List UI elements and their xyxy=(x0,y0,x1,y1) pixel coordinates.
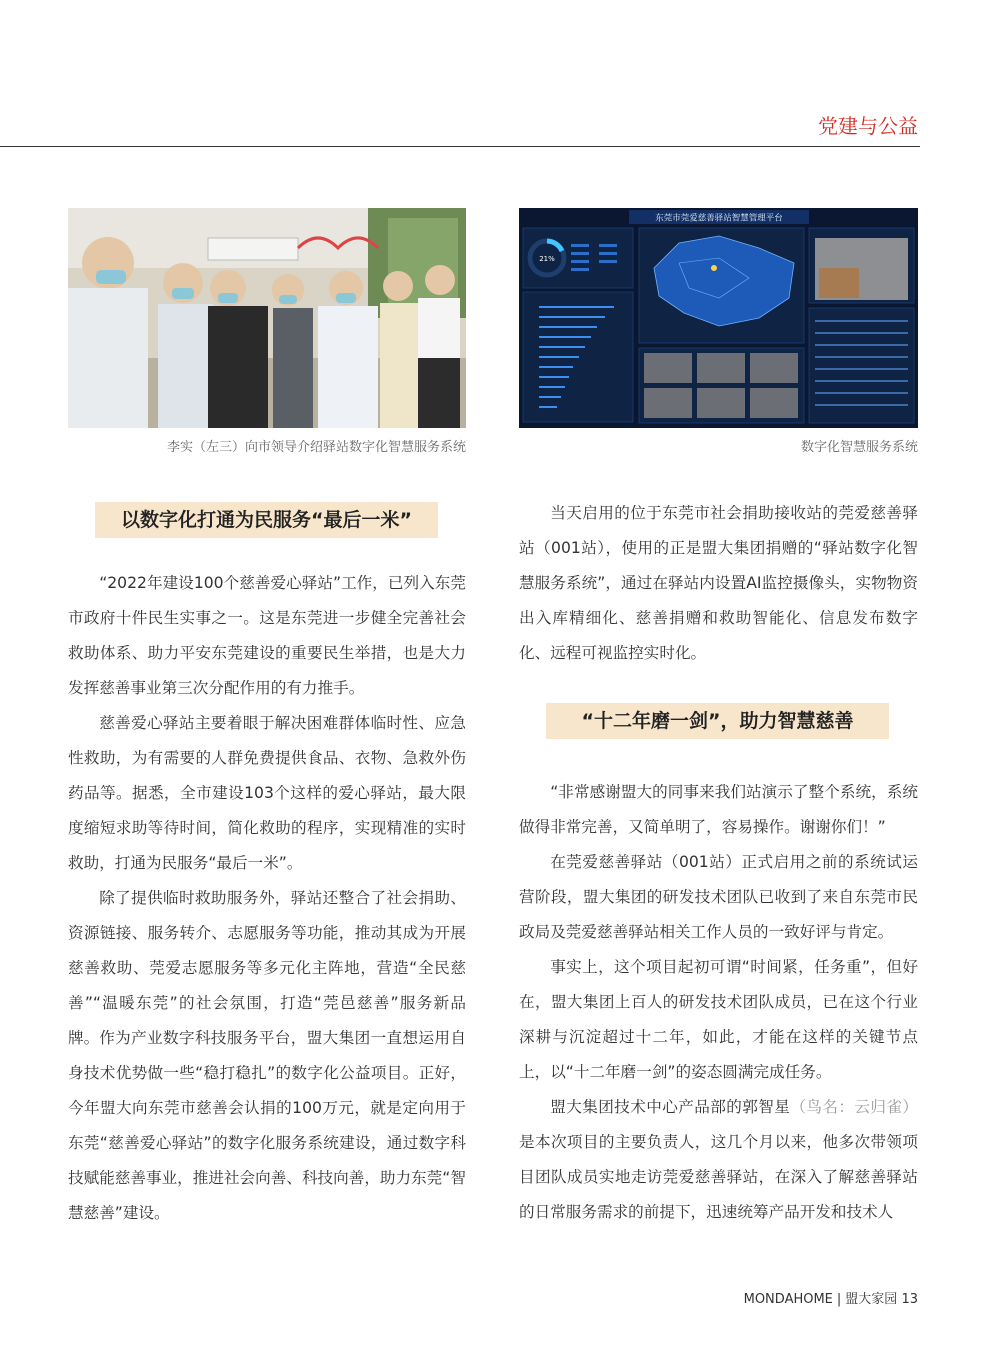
right-paragraph-4 xyxy=(519,1090,918,1230)
right-paragraph-4-start: 盟大集团技术中心产品部的郭智星 xyxy=(550,1098,791,1116)
section-heading-last-meter: 以数字化打通为民服务“最后一米” xyxy=(95,502,438,538)
page-footer xyxy=(600,1290,918,1310)
left-paragraph-4: 作为产业数字科技服务平台，盟大集团一直想运用自身技术优势做一些“稳打稳扎”的数字化公益项目。正好，今年盟大向东莞市慈善会认捐的100万元，就是定向用于东莞“慈善爱心驿站”的数字化服务系统建设，通过数字科技赋能慈善事业，推进社会向善、科技向善，助力东莞“智慧慈善”建设。 xyxy=(68,1029,466,1222)
visit-photo-illustration xyxy=(68,208,466,428)
right-paragraph-3: 事实上，这个项目起初可谓“时间紧，任务重”，但好在，盟大集团上百人的研发技术团队成员，已在这个行业深耕与沉淀超过十二年，如此，才能在这样的关键节点上，以“十二年磨一剑”的姿态圆满完成任务。 xyxy=(519,958,918,1081)
photo-caption-right: 数字化智慧服务系统 xyxy=(800,440,918,455)
footer-magazine: 盟大家园 xyxy=(845,1292,898,1307)
dashboard-title: 东莞市莞爱慈善驿站智慧管理平台 xyxy=(655,213,783,224)
left-paragraph-3: 除了提供临时救助服务外，驿站还整合了社会捐助、资源链接、服务转介、志愿服务等功能，推动其成为开展慈善救助、莞爱志愿服务等多元化主阵地，营造“全民慈善”“温暖东莞”的社会氛围，打造“莞邑慈善”服务新品牌。 xyxy=(68,889,466,1047)
right-paragraph-1: “非常感谢盟大的同事来我们站演示了整个系统，系统做得非常完善，又简单明了，容易操作。谢谢你们！” xyxy=(519,783,918,836)
dashboard-screenshot-illustration xyxy=(519,208,918,428)
page-number: 13 xyxy=(901,1292,918,1307)
photo-dashboard xyxy=(519,208,918,428)
header-divider xyxy=(0,146,920,147)
right-paragraph-2: 在莞爱慈善驿站（001站）正式启用之前的系统试运营阶段，盟大集团的研发技术团队已收到了来自东莞市民政局及莞爱慈善驿站相关工作人员的一致好评与肯定。 xyxy=(519,853,918,941)
alias-note: （鸟名：云归雀） xyxy=(790,1098,918,1116)
photo-caption-left: 李实（左三）向市领导介绍驿站数字化智慧服务系统 xyxy=(166,440,466,455)
footer-brand: MONDAHOME xyxy=(743,1292,833,1307)
photo-visit xyxy=(68,208,466,428)
section-heading-twelve-years: “十二年磨一剑”，助力智慧慈善 xyxy=(546,703,889,739)
right-intro-paragraph: 当天启用的位于东莞市社会捐助接收站的莞爱慈善驿站（001站），使用的正是盟大集团捐赠的“驿站数字化智慧服务系统”，通过在驿站内设置AI监控摄像头，实物物资出入库精细化、慈善捐赠和救助智能化、信息发布数字化、远程可视监控实时化。 xyxy=(519,504,918,662)
left-paragraph-2: 慈善爱心驿站主要着眼于解决困难群体临时性、应急性救助，为有需要的人群免费提供食品、衣物、急救外伤药品等。据悉，全市建设103个这样的爱心驿站，最大限度缩短求助等待时间，简化救助的程序，实现精准的实时救助，打通为民服务“最后一米”。 xyxy=(68,714,466,872)
right-paragraph-4-rest: 是本次项目的主要负责人，这几个月以来，他多次带领项目团队成员实地走访莞爱慈善驿站，在深入了解慈善驿站的日常服务需求的前提下，迅速统筹产品开发和技术人 xyxy=(519,1133,918,1221)
section-title: 党建与公益 xyxy=(818,114,918,138)
dashboard-stat: 21% xyxy=(539,255,555,263)
footer-separator: | xyxy=(836,1292,842,1307)
left-paragraph-1: “2022年建设100个慈善爱心驿站”工作，已列入东莞市政府十件民生实事之一。这是东莞进一步健全完善社会救助体系、助力平安东莞建设的重要民生举措，也是大力发挥慈善事业第三次分配作用的有力推手。 xyxy=(68,574,466,697)
